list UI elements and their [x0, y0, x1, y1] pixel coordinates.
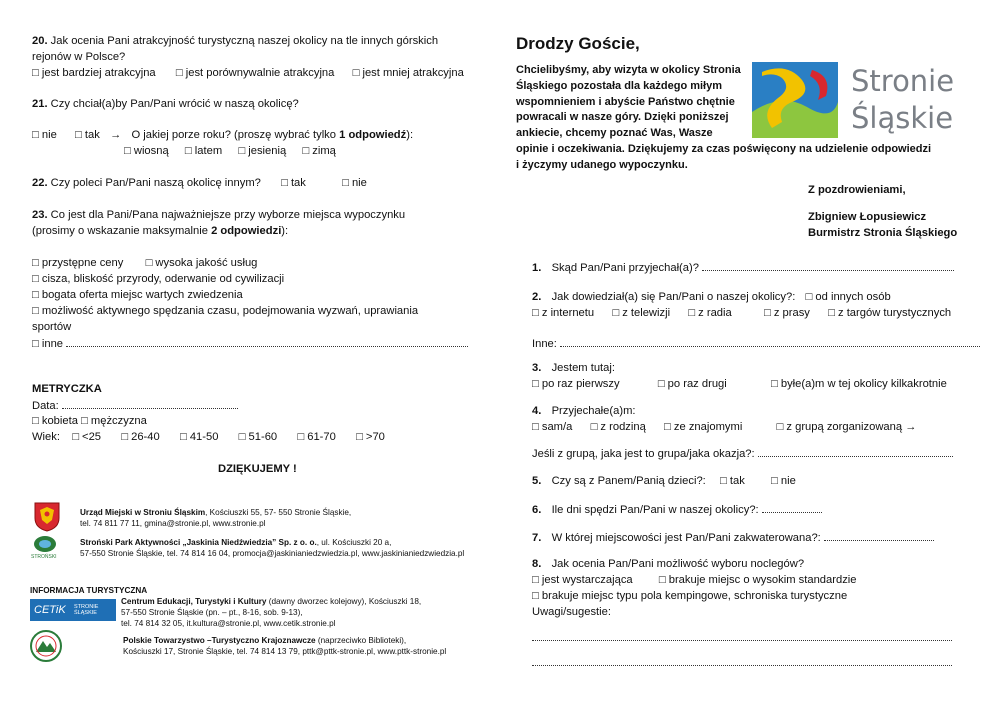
q3-number: 3.: [532, 362, 542, 374]
q21-option-yes[interactable]: □ tak: [75, 129, 100, 141]
age-option-26-40[interactable]: □ 26-40: [121, 431, 160, 443]
q8-option-sufficient[interactable]: □ jest wystarczająca: [532, 574, 633, 586]
q3-option-first[interactable]: □ po raz pierwszy: [532, 378, 620, 390]
q4-option-group[interactable]: □ z grupą zorganizowaną →: [776, 421, 917, 433]
q20-text-cont: rejonów w Polsce?: [32, 51, 126, 63]
q22-text: Czy poleci Pan/Pani naszą okolicę innym?: [50, 177, 261, 189]
q21-options: [32, 128, 413, 143]
q4-option-alone[interactable]: □ sam/a: [532, 421, 573, 433]
q1-question: [532, 260, 954, 276]
spa-contact[interactable]: 57-550 Stronie Śląskie, tel. 74 814 16 04, promocja@jaskinianiedzwiedzia.pl, www.jaskinianiedzwiedzia.pl: [80, 549, 465, 558]
q2-option-others[interactable]: □ od innych osób: [805, 291, 891, 303]
q20-number: 20.: [32, 35, 48, 47]
page-title: Drodzy Goście,: [516, 34, 640, 53]
q22-number: 22.: [32, 177, 48, 189]
q4-option-friends[interactable]: □ ze znajomymi: [664, 421, 743, 433]
q4-number: 4.: [532, 405, 542, 417]
signer-name: Zbigniew Łopusiewicz: [808, 211, 927, 223]
q4-question: [532, 404, 636, 419]
q7-number: 7.: [532, 532, 542, 544]
q8-remarks-line-1[interactable]: [532, 630, 952, 641]
q23-other-field[interactable]: [66, 336, 468, 347]
q20-option-more[interactable]: □ jest bardziej atrakcyjna: [32, 67, 156, 79]
greeting: Z pozdrowieniami,: [808, 184, 906, 196]
metryczka-date: [32, 398, 238, 414]
q23-question: [32, 208, 405, 223]
logo-line-1: Stronie: [851, 64, 955, 98]
age-option-gt70[interactable]: □ >70: [356, 431, 385, 443]
q5-question: [532, 474, 796, 489]
q20-text: Jak ocenia Pani atrakcyjność turystyczną naszej okolicy na tle innych górskich: [50, 35, 439, 47]
q23-option-other: [32, 336, 468, 352]
pttk-badge-icon: [30, 630, 62, 662]
q6-text: Ile dni spędzi Pan/Pani w naszej okolicy?:: [551, 504, 759, 516]
q4-group: [532, 446, 953, 462]
q4-group-field[interactable]: [758, 446, 953, 457]
q21-season-autumn[interactable]: □ jesienią: [238, 145, 287, 157]
cetik-logo-sub-b: ŚLĄSKIE: [74, 610, 97, 616]
cetik-logo: [30, 599, 116, 621]
right-page: [496, 0, 992, 701]
q5-text: Czy są z Panem/Panią dzieci?:: [551, 475, 706, 487]
metryczka-title: METRYCZKA: [32, 383, 102, 395]
q23-option-other-label[interactable]: □ inne: [32, 338, 64, 350]
intro-line-2: Śląskiego pozostała dla każdego miłym: [516, 79, 723, 92]
q23-option-quiet[interactable]: □ cisza, bliskość przyrody, oderwanie od cywilizacji: [32, 273, 285, 285]
q6-number: 6.: [532, 504, 542, 516]
left-page: [0, 0, 490, 701]
q8-number: 8.: [532, 558, 542, 570]
intro-line-4: powracali w nasze góry. Dzięki poniższej: [516, 111, 729, 124]
q8-question: [532, 557, 804, 572]
q23-text: Co jest dla Pani/Pana najważniejsze przy wyborze miejsca wypoczynku: [50, 209, 406, 221]
q2-option-tv[interactable]: □ z telewizji: [612, 307, 671, 319]
age-option-41-50[interactable]: □ 41-50: [179, 431, 219, 443]
cetik-logo-sub-a: STRONIE: [74, 604, 99, 610]
spa-logo-label: STROŃSKI: [31, 554, 57, 560]
q8-option-high-standard[interactable]: □ brakuje miejsc o wysokim standardzie: [658, 574, 857, 586]
intro-line-7: i życzymy udanego wypoczynku.: [516, 158, 688, 171]
q23-hint-a: (prosimy o wskazanie maksymalnie: [32, 225, 208, 237]
q20-option-equal[interactable]: □ jest porównywalnie atrakcyjna: [175, 67, 335, 79]
q21-followup-end: ):: [406, 129, 414, 141]
q8-remarks-line-2[interactable]: [532, 655, 952, 666]
age-option-61-70[interactable]: □ 61-70: [297, 431, 336, 443]
q23-option-active[interactable]: □ możliwość aktywnego spędzania czasu, podejmowania wyzwań, uprawiania: [32, 305, 419, 317]
q7-question: [532, 530, 934, 546]
q2-question: [532, 290, 891, 305]
q21-season-winter[interactable]: □ zimą: [302, 145, 336, 157]
age-label: Wiek:: [32, 431, 60, 443]
q23-hint-end: ):: [281, 225, 289, 237]
cetik-line1: [121, 596, 421, 607]
q20-option-less[interactable]: □ jest mniej atrakcyjna: [352, 67, 464, 79]
pttk-line1: [123, 635, 406, 646]
intro-line-1: Chcielibyśmy, aby wizyta w okolicy Stronia: [516, 64, 741, 76]
q5-option-yes[interactable]: □ tak: [720, 475, 745, 487]
spa-address: , ul. Kościuszki 20 a,: [316, 538, 392, 547]
cetik-logo-sub: [74, 604, 98, 616]
q2-other-field[interactable]: [560, 336, 980, 347]
sex-options[interactable]: □ kobieta □ mężczyzna: [32, 415, 147, 427]
q21-season-summer[interactable]: □ latem: [184, 145, 223, 157]
age-row: [32, 430, 385, 445]
q21-number: 21.: [32, 98, 48, 110]
um-line1: [80, 507, 351, 518]
q6-question: [532, 502, 822, 518]
q2-option-fairs[interactable]: □ z targów turystycznych: [828, 307, 952, 319]
q2-option-radio[interactable]: □ z radia: [688, 307, 732, 319]
logo-line-2: Śląskie: [851, 101, 954, 135]
q4-option-family[interactable]: □ z rodziną: [590, 421, 646, 433]
date-label: Data:: [32, 400, 59, 412]
q21-question: [32, 97, 299, 112]
cetik-hours: 57-550 Stronie Śląskie (pn. – pt., 8-16, sob. 9-13),: [121, 608, 303, 617]
tourist-info-title: INFORMACJA TURYSTYCZNA: [30, 586, 148, 595]
intro-line-5: ankiecie, chcemy poznać Was, Wasze: [516, 127, 713, 140]
cetik-logo-text: CETiK: [34, 604, 66, 616]
um-contact[interactable]: tel. 74 811 77 11, gmina@stronie.pl, www.stronie.pl: [80, 519, 266, 528]
q23-row1: [32, 256, 257, 271]
q21-followup-bold: 1 odpowiedź: [339, 129, 407, 141]
q3-question: [532, 361, 615, 376]
intro-line-3: wspomnieniem i abyście Państwo chętnie: [516, 95, 735, 108]
spa-name: Stroński Park Aktywności „Jaskinia Niedźwiedzia” Sp. z o. o.: [80, 538, 317, 547]
q23-hint-bold: 2 odpowiedzi: [211, 225, 282, 237]
q23-option-prices[interactable]: □ przystępne ceny: [32, 257, 124, 269]
q3-options: [532, 377, 947, 392]
um-name: Urząd Miejski w Stroniu Śląskim: [80, 508, 206, 517]
q8-text: Jak ocenia Pan/Pani możliwość wyboru noclegów?: [551, 558, 805, 570]
q8-row1: [532, 573, 857, 588]
q1-answer-field[interactable]: [702, 260, 954, 271]
spa-line1: [80, 537, 391, 548]
q5-number: 5.: [532, 475, 542, 487]
q20-question: [32, 34, 438, 49]
q23-option-active-cont: sportów: [32, 321, 72, 333]
q1-number: 1.: [532, 262, 542, 274]
stronie-slaskie-logo-icon: [752, 62, 838, 138]
q21-seasons: [124, 144, 336, 159]
q21-followup: O jakiej porze roku? (proszę wybrać tylko: [131, 129, 336, 141]
q6-answer-field[interactable]: [762, 502, 822, 513]
thanks-heading: DZIĘKUJEMY !: [218, 463, 297, 475]
q3-option-many[interactable]: □ byłe(a)m w tej okolicy kilkakrotnie: [770, 378, 947, 390]
q22-question: [32, 176, 367, 191]
q22-option-no[interactable]: □ nie: [342, 177, 367, 189]
q21-text: Czy chciał(a)by Pan/Pani wrócić w naszą okolicę?: [50, 98, 299, 110]
q2-option-internet[interactable]: □ z internetu: [532, 307, 595, 319]
q7-answer-field[interactable]: [824, 530, 934, 541]
q3-text: Jestem tutaj:: [551, 362, 615, 374]
q4-options: [532, 420, 916, 435]
age-option-lt25[interactable]: □ <25: [72, 431, 102, 443]
um-address: , Kościuszki 55, 57- 550 Stronie Śląskie,: [205, 508, 352, 517]
q8-remarks-label: Uwagi/sugestie:: [532, 606, 611, 618]
q22-option-yes[interactable]: □ tak: [281, 177, 306, 189]
age-option-51-60[interactable]: □ 51-60: [238, 431, 278, 443]
cetik-name: Centrum Edukacji, Turystyki i Kultury: [121, 597, 267, 606]
arrow-right-icon: →: [110, 129, 122, 141]
q21-option-no[interactable]: □ nie: [32, 129, 57, 141]
q4-text: Przyjechałe(a)m:: [551, 405, 636, 417]
pttk-contact[interactable]: Kościuszki 17, Stronie Śląskie, tel. 74 814 13 79, pttk@pttk-stronie.pl, www.pttk-stronie.pl: [123, 647, 447, 656]
q7-text: W której miejscowości jest Pan/Pani zakwaterowana?:: [551, 532, 821, 544]
pttk-name: Polskie Towarzystwo –Turystyczno Krajoznawcze: [123, 636, 316, 645]
q2-text: Jak dowiedział(a) się Pan/Pani o naszej okolicy?:: [551, 291, 796, 303]
q2-other-label: Inne:: [532, 338, 557, 350]
q2-other: [532, 336, 980, 352]
q4-group-label: Jeśli z grupą, jaka jest to grupa/jaka okazja?:: [532, 448, 755, 460]
q5-option-no[interactable]: □ nie: [771, 475, 796, 487]
q2-options: [532, 306, 951, 321]
q21-season-spring[interactable]: □ wiosną: [124, 145, 169, 157]
q1-text: Skąd Pan/Pani przyjechał(a)?: [551, 262, 699, 274]
cetik-contact[interactable]: tel. 74 814 32 05, it.kultura@stronie.pl, www.cetik.stronie.pl: [121, 619, 336, 628]
q23-number: 23.: [32, 209, 48, 221]
intro-line-6: opinie i oczekiwania. Dziękujemy za czas poświęcony na udzielenie odpowiedzi: [516, 142, 932, 155]
q2-number: 2.: [532, 291, 542, 303]
pttk-address: (naprzeciwko Biblioteki),: [315, 636, 407, 645]
q2-option-press[interactable]: □ z prasy: [763, 307, 810, 319]
q23-hint: [32, 224, 288, 239]
q3-option-second[interactable]: □ po raz drugi: [657, 378, 727, 390]
signer-role: Burmistrz Stronia Śląskiego: [808, 227, 958, 239]
coat-of-arms-icon: [34, 502, 60, 532]
cetik-address: (dawny dworzec kolejowy), Kościuszki 18,: [266, 597, 422, 606]
q20-options: [32, 66, 464, 81]
q23-option-quality[interactable]: □ wysoka jakość usług: [145, 257, 258, 269]
date-field[interactable]: [62, 398, 238, 409]
q23-option-sightseeing[interactable]: □ bogata oferta miejsc wartych zwiedzenia: [32, 289, 243, 301]
q8-option-camping[interactable]: □ brakuje miejsc typu pola kempingowe, schroniska turystyczne: [532, 590, 848, 602]
